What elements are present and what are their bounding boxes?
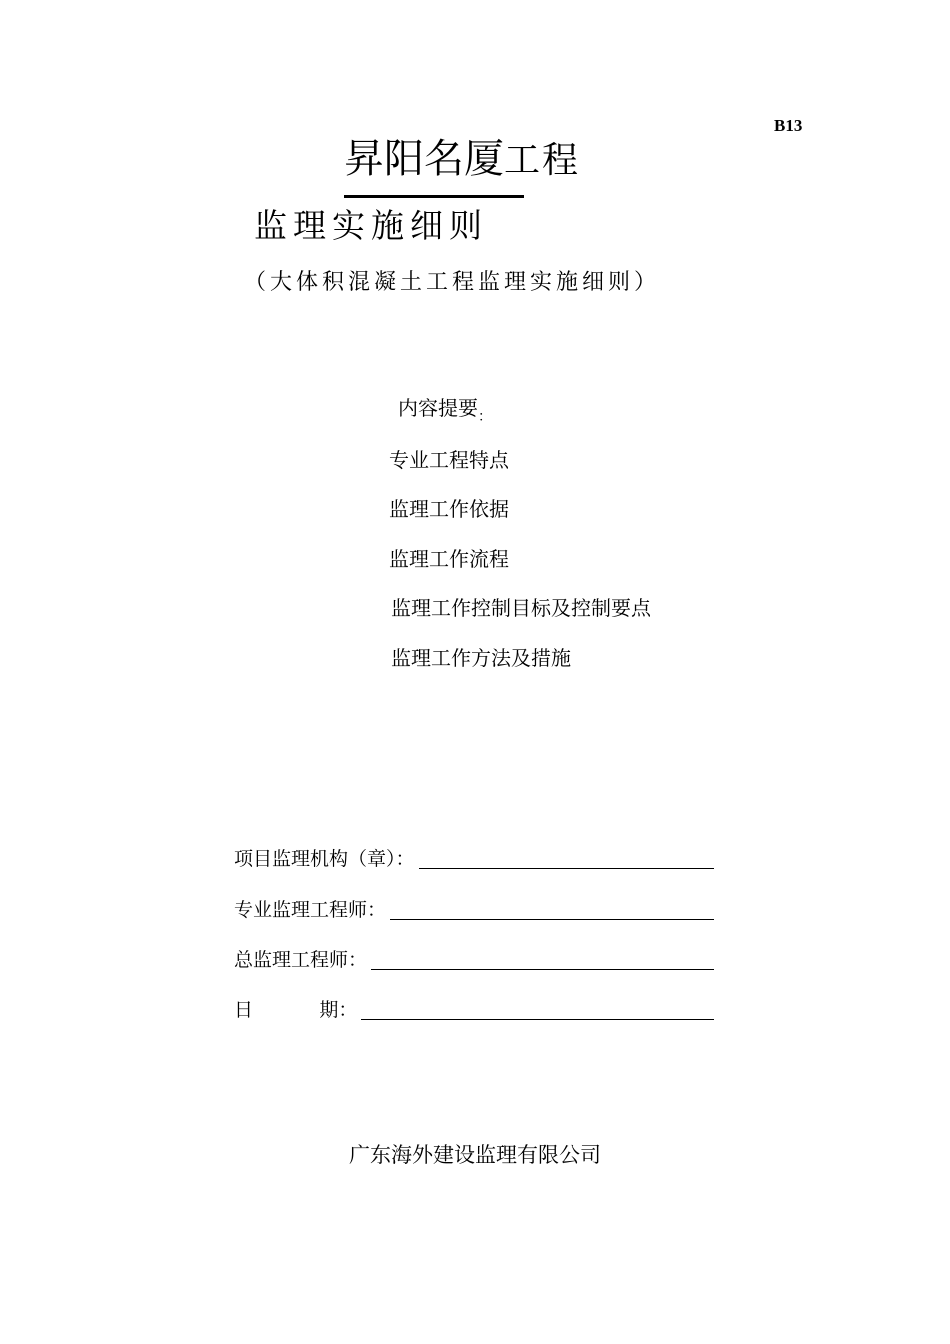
summary-heading-colon: ： xyxy=(478,409,492,425)
summary-item: 监理工作依据 xyxy=(389,497,509,521)
project-name: 昇阳名厦 xyxy=(344,136,504,182)
signature-line xyxy=(371,947,714,970)
signature-label: 日 期： xyxy=(234,999,358,1021)
document-code: B13 xyxy=(774,116,803,135)
project-title xyxy=(344,133,580,193)
summary-item: 监理工作流程 xyxy=(389,547,509,571)
document-subtitle-note: （大体积混凝土工程监理实施细则） xyxy=(244,270,661,295)
signature-row-date xyxy=(234,992,714,1024)
summary-item: 专业工程特点 xyxy=(389,448,509,472)
signature-label: 总监理工程师： xyxy=(234,949,368,971)
document-subtitle: 监理实施细则 xyxy=(254,206,488,245)
signature-line xyxy=(419,846,714,869)
summary-item: 监理工作控制目标及控制要点 xyxy=(391,596,651,620)
signature-row-organization xyxy=(234,841,714,873)
summary-heading xyxy=(398,393,492,432)
summary-heading-text: 内容提要 xyxy=(398,396,478,420)
signature-label: 项目监理机构（章）： xyxy=(234,848,415,870)
company-name: 广东海外建设监理有限公司 xyxy=(349,1143,601,1167)
signature-line xyxy=(361,997,714,1020)
signature-row-specialist-engineer xyxy=(234,892,714,924)
signature-row-chief-engineer xyxy=(234,942,714,974)
title-underline xyxy=(344,195,524,198)
project-kind: 工程 xyxy=(504,140,581,181)
signature-label: 专业监理工程师： xyxy=(234,899,387,921)
signature-line xyxy=(390,897,714,920)
summary-item: 监理工作方法及措施 xyxy=(391,646,571,670)
